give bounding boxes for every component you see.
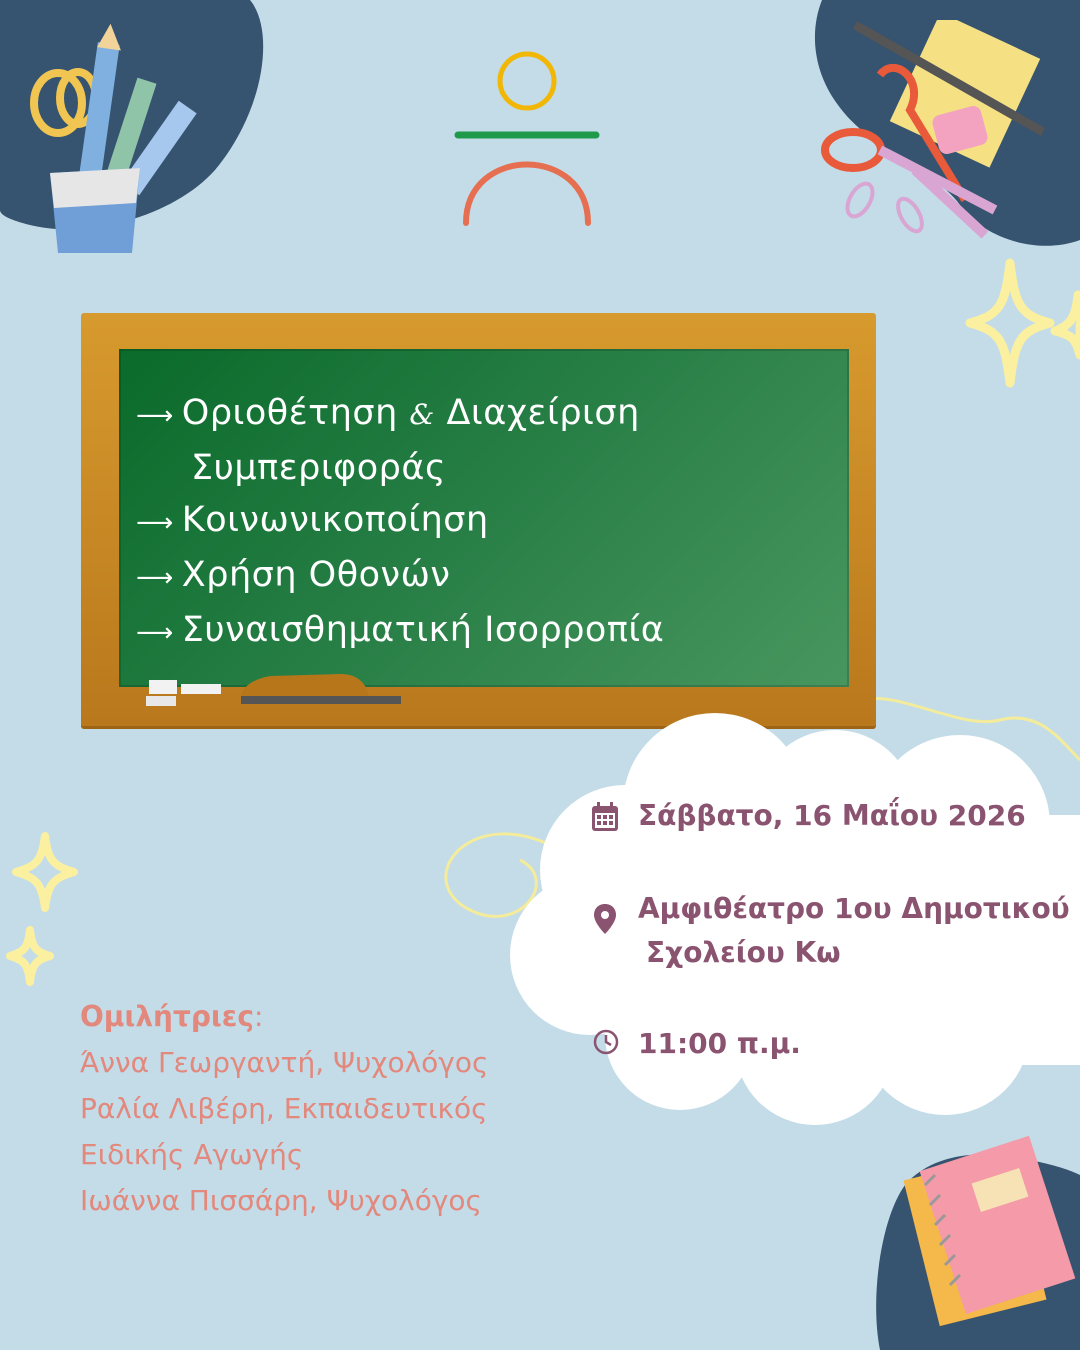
- event-location-line2: Σχολείου Κω: [646, 936, 841, 969]
- arrow-icon: ⟶: [136, 401, 174, 431]
- sparkle-icon: [950, 255, 1080, 395]
- topic-text: Κοινωνικοποίηση: [181, 500, 489, 540]
- chalk-eraser-icon: [141, 668, 401, 713]
- pencil-cup-icon: [20, 18, 210, 263]
- arrow-icon: ⟶: [136, 563, 174, 593]
- topic-text: Συμπεριφοράς: [191, 448, 447, 488]
- stationery-icon: [815, 20, 1050, 245]
- topic-text: Διαχείριση: [446, 393, 640, 433]
- speaker-line-1: Άννα Γεωργαντή, Ψυχολόγος: [80, 1046, 489, 1079]
- notebooks-icon: [900, 1130, 1080, 1330]
- topic-text: Οριοθέτηση: [181, 393, 398, 433]
- arrow-icon: ⟶: [136, 508, 174, 538]
- logo-arc: [466, 165, 588, 224]
- topic-text: Συναισθηματική Ισορροπία: [181, 610, 665, 650]
- speakers-colon: :: [253, 1000, 264, 1033]
- event-date: Σάββατο, 16 Μαΐου 2026: [638, 799, 1026, 832]
- sparkle-left-icon: [0, 830, 90, 1005]
- topic-item-1: [136, 387, 664, 442]
- clock-icon: [592, 1028, 620, 1056]
- logo: [450, 50, 610, 230]
- speaker-line-3: Ειδικής Αγωγής: [80, 1138, 304, 1171]
- topic-item-2: [136, 494, 664, 549]
- location-pin-icon: [592, 902, 618, 936]
- arrow-icon: ⟶: [136, 618, 174, 648]
- speakers-block: [80, 994, 488, 1224]
- event-time: 11:00 π.μ.: [638, 1027, 801, 1060]
- chalkboard: [81, 313, 876, 726]
- logo-head: [500, 54, 554, 108]
- topic-item-3: [136, 549, 664, 604]
- topic-item-1-cont: [136, 442, 664, 494]
- topics-list: [136, 387, 664, 659]
- calendar-icon: [590, 801, 620, 833]
- speakers-title: [80, 994, 488, 1040]
- speakers-title-text: Ομιλήτριες: [80, 1000, 254, 1033]
- topic-text: Χρήση Οθονών: [181, 555, 451, 595]
- ampersand: &: [409, 398, 435, 431]
- speaker-line-2: Ραλία Λιβέρη, Εκπαιδευτικός: [80, 1092, 488, 1125]
- topic-item-4: [136, 604, 664, 659]
- event-location-line1: Αμφιθέατρο 1ου Δημοτικού: [638, 892, 1070, 925]
- speaker-line-4: Ιωάννα Πισσάρη, Ψυχολόγος: [80, 1184, 482, 1217]
- chalkboard-surface: [119, 349, 849, 687]
